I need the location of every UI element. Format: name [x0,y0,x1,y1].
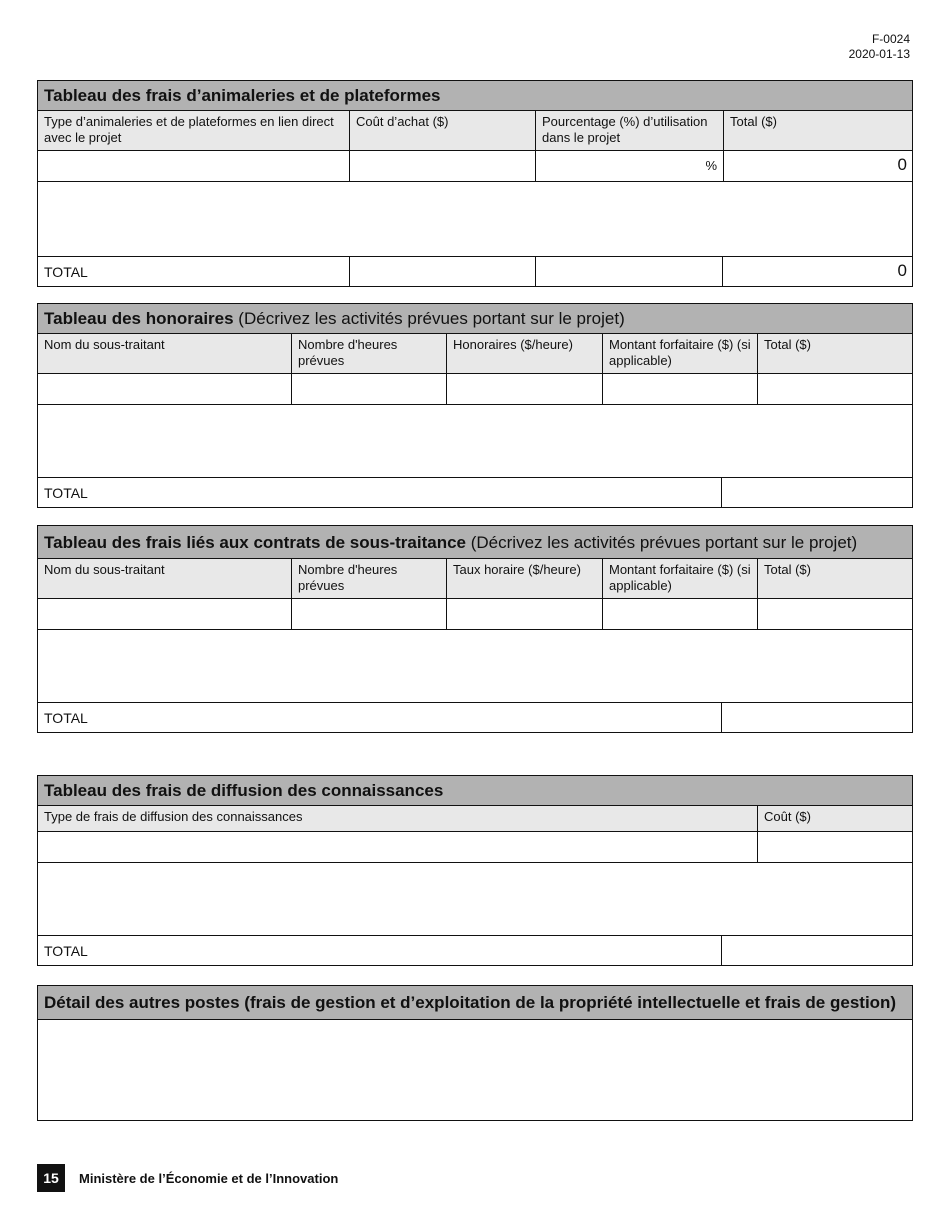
additional-rows-area[interactable] [38,405,912,478]
grand-total-field[interactable]: 0 [897,261,907,280]
header-row [38,334,912,374]
column-header: Coût d’achat ($) [350,111,536,150]
column-header: Nom du sous-traitant [38,334,292,373]
type-input[interactable] [38,151,350,181]
column-header: Nombre d'heures prévues [292,334,447,373]
subcontractor-name-input[interactable] [38,599,292,629]
header-row [38,559,912,599]
total-label: TOTAL [38,936,722,965]
total-percentage-field[interactable] [536,257,723,286]
cost-input[interactable] [758,832,912,862]
column-header: Montant forfaitaire ($) (si applicable) [603,334,758,373]
other-items-table [37,985,913,1121]
total-label: TOTAL [38,478,722,507]
lump-sum-input[interactable] [603,374,758,404]
row-total-field[interactable]: 0 [897,155,907,174]
header-row [38,806,912,832]
table-row [38,832,912,863]
column-header: Total ($) [724,111,912,150]
subcontractor-name-input[interactable] [38,374,292,404]
page-number: 15 [37,1164,65,1192]
additional-rows-area[interactable] [38,863,912,936]
column-header: Nom du sous-traitant [38,559,292,598]
fees-rate-input[interactable] [447,374,603,404]
ministry-name: Ministère de l’Économie et de l’Innovation [79,1170,339,1186]
percentage-input[interactable] [536,151,724,181]
grand-total-field[interactable] [722,936,912,965]
grand-total-field[interactable] [722,703,912,732]
grand-total-field[interactable] [722,478,912,507]
table-title: Tableau des frais de diffusion des connaissances [38,776,912,806]
additional-rows-area[interactable] [38,182,912,257]
table-row [38,151,912,182]
total-row [38,703,912,732]
total-row [38,478,912,507]
total-label: TOTAL [38,703,722,732]
row-total-field[interactable] [758,374,912,404]
total-label: TOTAL [38,257,350,286]
table-row [38,599,912,630]
purchase-cost-input[interactable] [350,151,536,181]
column-header: Type de frais de diffusion des connaissances [38,806,758,831]
percent-sign: % [705,158,717,173]
column-header: Nombre d'heures prévues [292,559,447,598]
table-title: Tableau des honoraires (Décrivez les activités prévues portant sur le projet) [38,304,912,334]
table-title: Tableau des frais d’animaleries et de plateformes [38,81,912,111]
column-header: Taux horaire ($/heure) [447,559,603,598]
header-row [38,111,912,151]
table-row [38,374,912,405]
subcontracting-table [37,525,913,733]
total-row [38,936,912,965]
form-date: 2020-01-13 [848,47,910,61]
row-total-field[interactable] [758,599,912,629]
form-code [849,32,910,62]
table-title: Tableau des frais liés aux contrats de sous-traitance (Décrivez les activités prévues portant sur le projet) [38,526,912,559]
total-cost-field[interactable] [350,257,536,286]
column-header: Total ($) [758,559,912,598]
hourly-rate-input[interactable] [447,599,603,629]
column-header: Montant forfaitaire ($) (si applicable) [603,559,758,598]
details-textarea[interactable] [38,1020,912,1120]
column-header: Total ($) [758,334,912,373]
additional-rows-area[interactable] [38,630,912,703]
hours-input[interactable] [292,599,447,629]
column-header: Coût ($) [758,806,912,831]
lump-sum-input[interactable] [603,599,758,629]
page-footer [37,1164,338,1192]
form-number: F-0024 [871,32,910,46]
fee-type-input[interactable] [38,832,758,862]
column-header: Type d’animaleries et de plateformes en lien direct avec le projet [38,111,350,150]
animal-facilities-table [37,80,913,287]
fees-table [37,303,913,508]
column-header: Pourcentage (%) d’utilisation dans le projet [536,111,724,150]
total-row [38,257,912,286]
table-title: Détail des autres postes (frais de gestion et d’exploitation de la propriété intellectuelle et frais de gestion) [38,986,912,1020]
column-header: Honoraires ($/heure) [447,334,603,373]
knowledge-dissemination-table [37,775,913,966]
hours-input[interactable] [292,374,447,404]
